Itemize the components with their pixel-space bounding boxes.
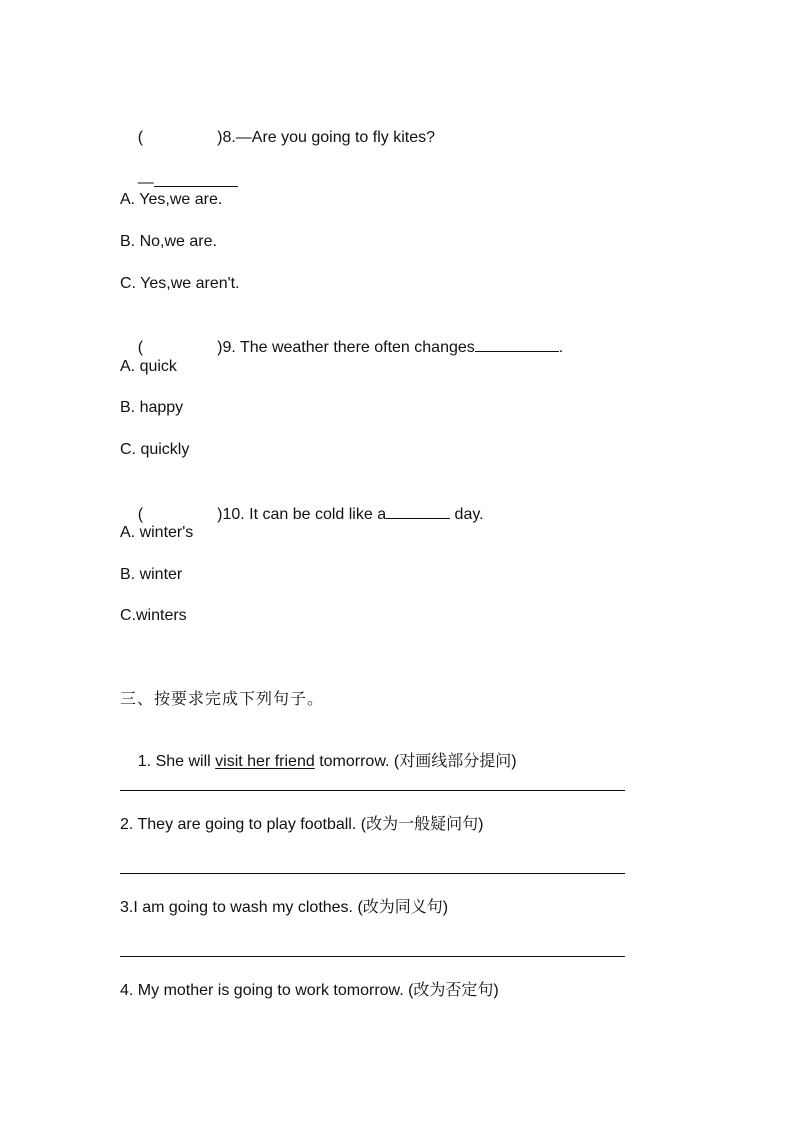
question-9-text-end: . <box>558 339 564 356</box>
question-10-option-a: A. winter's <box>120 524 194 541</box>
question-9-option-b: B. happy <box>120 399 184 416</box>
question-9-option-a: A. quick <box>120 358 177 375</box>
question-10-paren: ( <box>137 506 144 523</box>
question-8-response-blank[interactable] <box>154 170 238 187</box>
section-3-item-4: 4. My mother is going to work tomorrow. (改为否定句) <box>120 982 499 999</box>
question-9-fill-blank[interactable] <box>475 335 559 352</box>
question-8-dash: — <box>137 174 154 191</box>
section-3-item-1-answer-line[interactable] <box>120 790 625 791</box>
section-3-item-1 <box>120 732 517 792</box>
question-9-text: )9. The weather there often changes <box>217 339 475 356</box>
question-10-text: )10. It can be cold like a <box>217 506 387 523</box>
question-9-paren: ( <box>137 339 144 356</box>
section-3-item-2: 2. They are going to play football. (改为一般疑问句) <box>120 816 484 833</box>
question-10-option-b: B. winter <box>120 566 183 583</box>
section-3-item-1-underlined: visit her friend <box>215 753 315 770</box>
question-9 <box>120 315 563 378</box>
question-8-paren: ( <box>137 129 144 146</box>
section-3-item-3: 3.I am going to wash my clothes. (改为同义句) <box>120 899 449 916</box>
section-3-item-2-answer-line[interactable] <box>120 873 625 874</box>
section-3-title: 三、按要求完成下列句子。 <box>120 691 325 708</box>
question-8-text: )8.—Are you going to fly kites? <box>217 129 435 146</box>
section-3-item-1-suffix: tomorrow. (对画线部分提问) <box>314 753 517 770</box>
question-9-option-c: C. quickly <box>120 441 190 458</box>
question-8-option-c: C. Yes,we aren't. <box>120 275 240 292</box>
section-3-item-1-prefix: 1. She will <box>137 753 216 770</box>
question-10-text-end: day. <box>450 506 484 523</box>
section-3-item-3-answer-line[interactable] <box>120 956 625 957</box>
question-10-option-c: C.winters <box>120 607 187 624</box>
question-8-option-b: B. No,we are. <box>120 233 217 250</box>
question-10-fill-blank[interactable] <box>386 502 450 519</box>
question-8-option-a: A. Yes,we are. <box>120 191 223 208</box>
